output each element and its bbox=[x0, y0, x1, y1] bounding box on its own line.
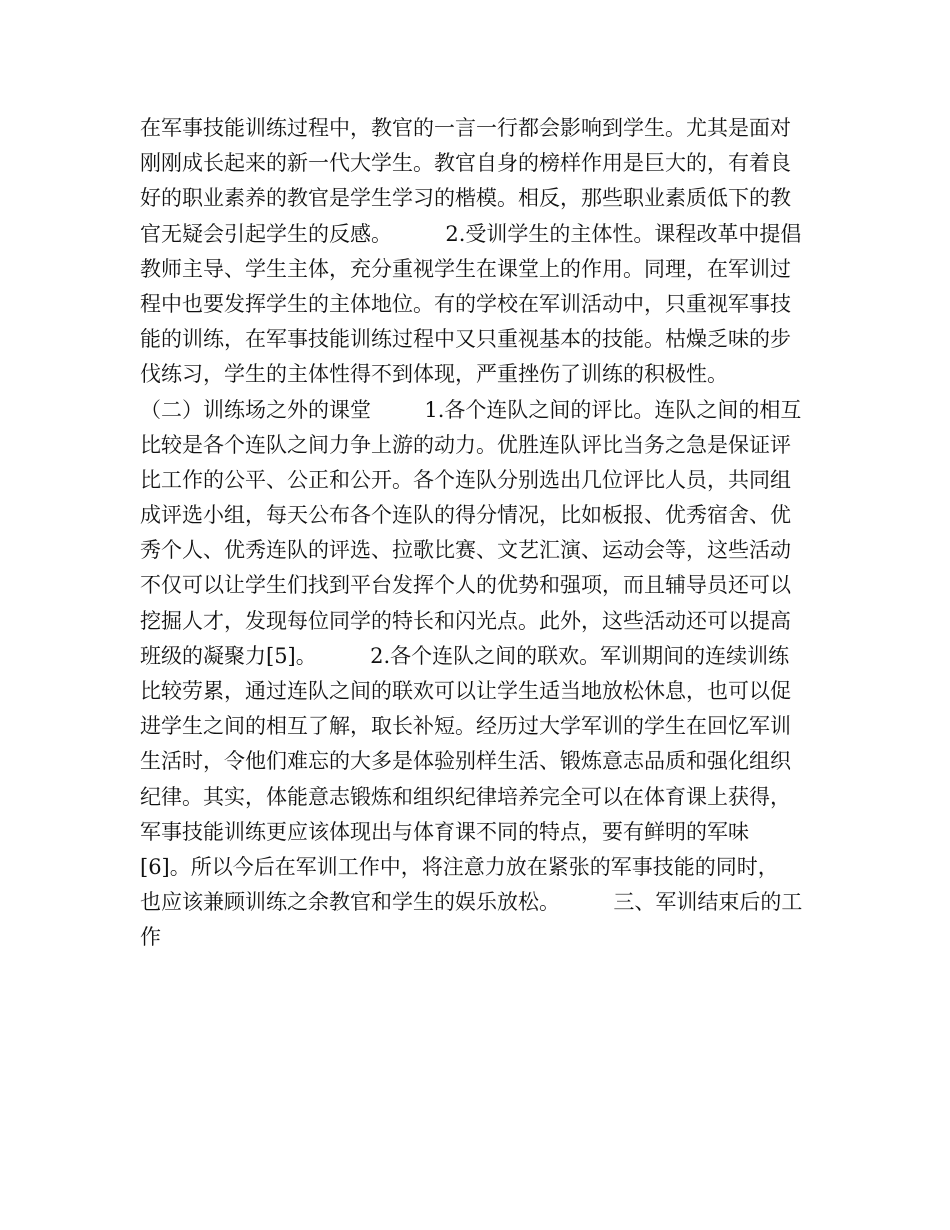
text-line: 在军事技能训练过程中，教官的一言一行都会影响到学生。尤其是面对 bbox=[140, 116, 791, 140]
text-line: 比较是各个连队之间力争上游的动力。优胜连队评比当务之急是保证评 bbox=[140, 432, 791, 457]
text-line: 刚刚成长起来的新一代大学生。教官自身的榜样作用是巨大的，有着良 bbox=[140, 151, 791, 176]
text-line: 官无疑会引起学生的反感。 2.受训学生的主体性。课程改革中提倡 bbox=[140, 221, 802, 246]
text-line: 比较劳累，通过连队之间的联欢可以让学生适当地放松休息，也可以促 bbox=[140, 679, 791, 703]
body-text bbox=[140, 111, 820, 956]
text-line: 班级的凝聚力[5]。 2.各个连队之间的联欢。军训期间的连续训练 bbox=[140, 643, 790, 668]
text-line: 伐练习，学生的主体性得不到体现，严重挫伤了训练的积极性。 bbox=[140, 362, 728, 387]
text-line: 也应该兼顾训练之余教官和学生的娱乐放松。 三、军训结束后的工 bbox=[140, 890, 803, 915]
text-line: 比工作的公平、公正和公开。各个连队分别选出几位评比人员，共同组 bbox=[140, 467, 791, 492]
text-line: 好的职业素养的教官是学生学习的楷模。相反，那些职业素质低下的教 bbox=[140, 186, 791, 211]
text-line: 程中也要发挥学生的主体地位。有的学校在军训活动中，只重视军事技 bbox=[140, 291, 791, 316]
text-line: 秀个人、优秀连队的评选、拉歌比赛、文艺汇演、运动会等，这些活动 bbox=[140, 538, 791, 563]
text-line: [6]。所以今后在军训工作中，将注意力放在紧张的军事技能的同时， bbox=[140, 854, 779, 879]
text-line: 生活时，令他们难忘的大多是体验别样生活、锻炼意志品质和强化组织 bbox=[140, 749, 791, 774]
text-line: （二）训练场之外的课堂 1.各个连队之间的评比。连队之间的相互 bbox=[140, 397, 802, 422]
text-line: 能的训练，在军事技能训练过程中又只重视基本的技能。枯燥乏味的步 bbox=[140, 327, 791, 352]
text-line: 军事技能训练更应该体现出与体育课不同的特点，要有鲜明的军味 bbox=[140, 819, 749, 844]
text-line: 成评选小组，每天公布各个连队的得分情况，比如板报、优秀宿舍、优 bbox=[140, 503, 791, 528]
text-line: 作 bbox=[140, 925, 161, 950]
text-line: 教师主导、学生主体，充分重视学生在课堂上的作用。同理，在军训过 bbox=[140, 256, 791, 281]
text-line: 挖掘人才，发现每位同学的特长和闪光点。此外，这些活动还可以提高 bbox=[140, 608, 791, 633]
text-line: 纪律。其实，体能意志锻炼和组织纪律培养完全可以在体育课上获得， bbox=[140, 784, 791, 809]
text-line: 不仅可以让学生们找到平台发挥个人的优势和强项，而且辅导员还可以 bbox=[140, 573, 791, 598]
text-line: 进学生之间的相互了解，取长补短。经历过大学军训的学生在回忆军训 bbox=[140, 714, 791, 739]
